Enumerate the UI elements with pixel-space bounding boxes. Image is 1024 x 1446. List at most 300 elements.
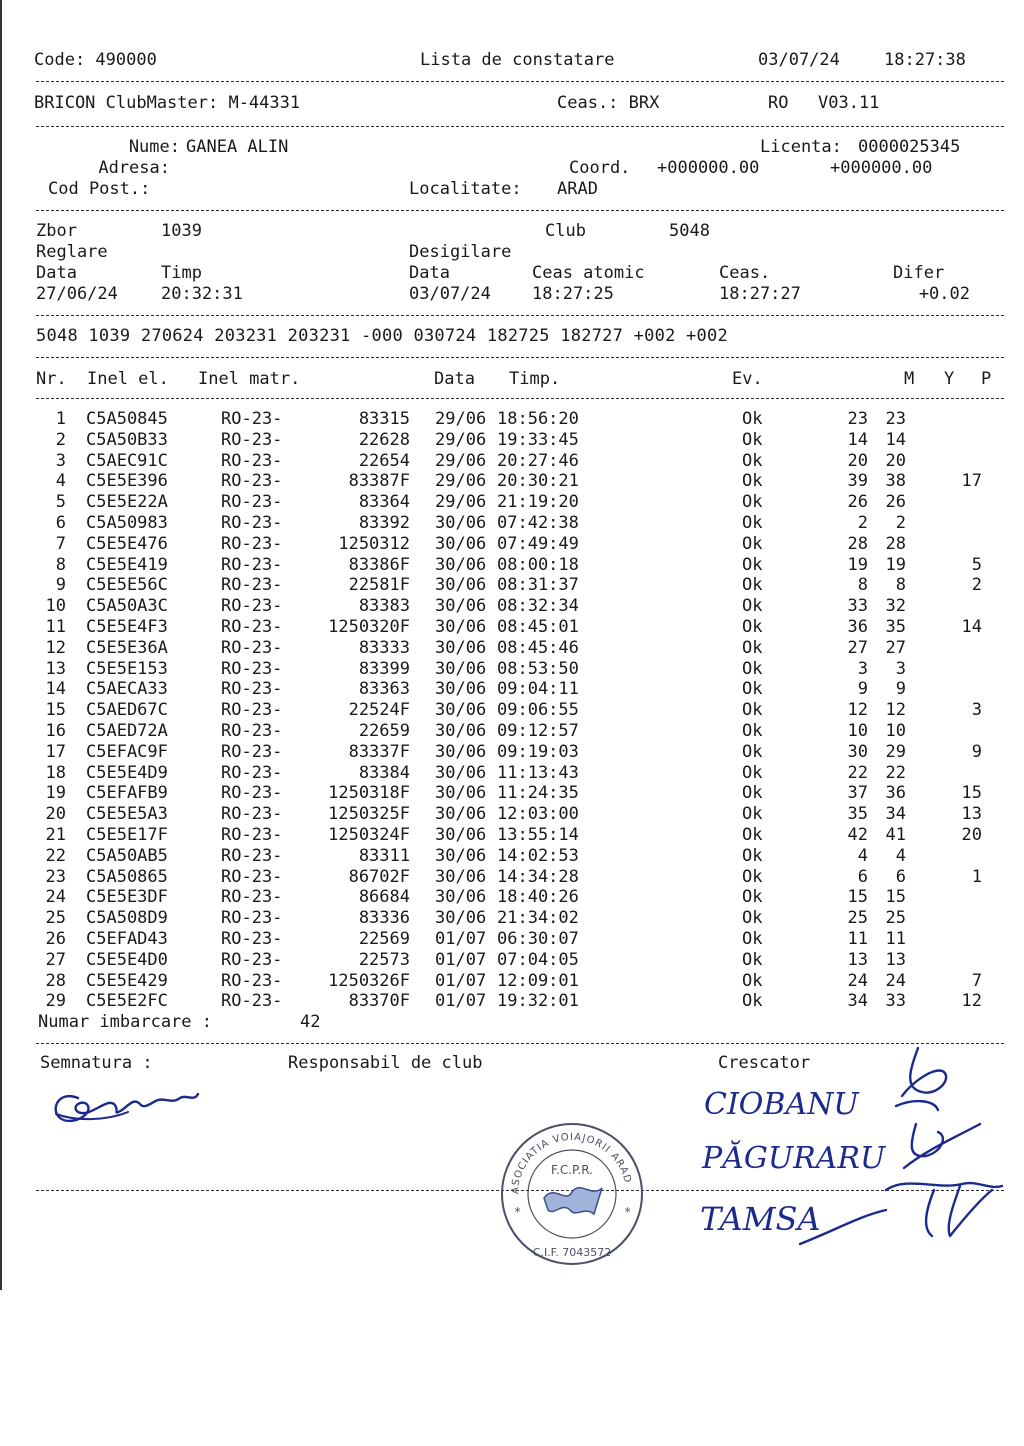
- electronic-ring: C5A50A3C: [86, 596, 168, 617]
- m-value: 34: [847, 991, 868, 1012]
- owner-signature: [48, 1076, 208, 1136]
- m-value: 11: [847, 929, 868, 949]
- electronic-ring: C5E5E36A: [86, 637, 168, 658]
- y-value: 41: [885, 825, 906, 845]
- table-row: [0, 596, 1024, 617]
- report-title: Lista de constatare: [420, 50, 615, 70]
- table-row: [0, 887, 1024, 908]
- ring-number: 83363: [358, 679, 410, 700]
- table-row: [0, 638, 1024, 659]
- electronic-ring: C5E5E429: [86, 970, 168, 991]
- m-value: 12: [847, 700, 868, 721]
- ring-prefix: RO-23-: [221, 596, 283, 617]
- electronic-ring: C5E5E22A: [86, 492, 168, 513]
- boarding-count: 42: [300, 1012, 321, 1032]
- setting-label: Reglare: [36, 242, 108, 262]
- row-number: 23: [45, 866, 66, 887]
- electronic-ring: C5E5E476: [86, 533, 168, 554]
- y-value: 38: [885, 471, 906, 492]
- arrival-time: 07:49:49: [497, 533, 579, 554]
- set-date: 27/06/24: [36, 284, 118, 304]
- ring-prefix: RO-23-: [221, 637, 283, 658]
- ring-prefix: RO-23-: [221, 783, 283, 804]
- table-row: [0, 679, 1024, 700]
- event-status: Ok: [742, 637, 763, 658]
- arrival-time: 21:19:20: [497, 492, 579, 513]
- ring-number: 83392: [358, 513, 410, 533]
- arrival-time: 19:32:01: [497, 991, 579, 1012]
- m-value: 42: [847, 825, 868, 845]
- event-status: Ok: [742, 825, 763, 845]
- ring-prefix: RO-23-: [221, 949, 283, 970]
- electronic-ring: C5E5E153: [86, 658, 168, 679]
- arrival-date: 30/06: [435, 513, 487, 533]
- table-row: [0, 846, 1024, 867]
- row-number: 14: [45, 679, 66, 700]
- address-label: Adresa:: [98, 158, 170, 178]
- ring-number: 83384: [358, 762, 410, 783]
- m-value: 23: [847, 409, 868, 429]
- arrival-time: 21:34:02: [497, 908, 579, 929]
- m-value: 9: [857, 679, 868, 700]
- p-value: 17: [961, 471, 982, 492]
- stamp-cif: C.I.F. 7043572: [532, 1246, 612, 1259]
- ring-number: 83399: [358, 658, 410, 679]
- table-row: [0, 492, 1024, 513]
- arrival-date: 30/06: [435, 825, 487, 845]
- event-status: Ok: [742, 721, 763, 741]
- electronic-ring: C5AEC91C: [86, 450, 168, 471]
- m-value: 36: [847, 617, 868, 637]
- row-number: 4: [55, 471, 66, 492]
- star-icon: *: [514, 1205, 522, 1219]
- arrival-time: 19:33:45: [497, 429, 579, 450]
- electronic-ring: C5E5E17F: [86, 825, 168, 845]
- difference-label: Difer: [893, 263, 945, 283]
- divider: [36, 126, 1004, 127]
- arrival-date: 29/06: [435, 429, 487, 450]
- col-p: P: [981, 369, 992, 389]
- arrival-date: 29/06: [435, 409, 487, 429]
- association-stamp: [496, 1118, 648, 1270]
- event-status: Ok: [742, 887, 763, 908]
- event-status: Ok: [742, 679, 763, 700]
- arrival-time: 07:04:05: [497, 949, 579, 970]
- table-row: [0, 617, 1024, 638]
- m-value: 13: [847, 949, 868, 970]
- row-number: 2: [55, 429, 66, 450]
- ring-prefix: RO-23-: [221, 721, 283, 741]
- m-value: 14: [847, 429, 868, 450]
- y-value: 27: [885, 637, 906, 658]
- y-value: 25: [885, 908, 906, 929]
- event-status: Ok: [742, 804, 763, 825]
- event-status: Ok: [742, 492, 763, 513]
- electronic-ring: C5A50865: [86, 866, 168, 887]
- arrival-date: 30/06: [435, 783, 487, 804]
- arrival-date: 30/06: [435, 554, 487, 575]
- arrival-date: 30/06: [435, 637, 487, 658]
- col-nr: Nr.: [36, 369, 67, 389]
- table-row: [0, 783, 1024, 804]
- report-time: 18:27:38: [884, 50, 966, 70]
- m-value: 15: [847, 887, 868, 908]
- p-value: 15: [961, 783, 982, 804]
- col-time: Timp.: [509, 369, 561, 389]
- arrival-date: 29/06: [435, 450, 487, 471]
- ring-prefix: RO-23-: [221, 762, 283, 783]
- y-value: 12: [885, 700, 906, 721]
- electronic-ring: C5A508D9: [86, 908, 168, 929]
- event-status: Ok: [742, 513, 763, 533]
- electronic-ring: C5E5E4D0: [86, 949, 168, 970]
- y-value: 22: [885, 762, 906, 783]
- ring-prefix: RO-23-: [221, 409, 283, 429]
- m-value: 37: [847, 783, 868, 804]
- system-id: BRICON ClubMaster: M-44331: [34, 93, 301, 113]
- ring-prefix: RO-23-: [221, 970, 283, 991]
- table-row: [0, 659, 1024, 680]
- m-value: 25: [847, 908, 868, 929]
- arrival-date: 30/06: [435, 700, 487, 721]
- flight-code-line: 5048 1039 270624 203231 203231 -000 030724 182725 182727 +002 +002: [36, 326, 729, 346]
- club-number: 5048: [669, 221, 710, 241]
- flight-number: 1039: [161, 221, 202, 241]
- ring-prefix: RO-23-: [221, 575, 283, 596]
- y-value: 20: [885, 450, 906, 471]
- y-value: 26: [885, 492, 906, 513]
- event-status: Ok: [742, 783, 763, 804]
- m-value: 26: [847, 492, 868, 513]
- ring-number: 22581F: [348, 575, 410, 596]
- ring-prefix: RO-23-: [221, 450, 283, 471]
- row-number: 12: [45, 637, 66, 658]
- locality: ARAD: [557, 179, 598, 199]
- arrival-date: 30/06: [435, 908, 487, 929]
- event-status: Ok: [742, 991, 763, 1012]
- electronic-ring: C5A50983: [86, 513, 168, 533]
- table-row: [0, 804, 1024, 825]
- arrival-time: 09:04:11: [497, 679, 579, 700]
- atomic-time: 18:27:25: [532, 284, 614, 304]
- ring-number: 83311: [358, 845, 410, 866]
- event-status: Ok: [742, 575, 763, 596]
- ring-prefix: RO-23-: [221, 929, 283, 949]
- table-row: [0, 555, 1024, 576]
- handwritten-name-3: TAMSA: [700, 1200, 821, 1238]
- ring-prefix: RO-23-: [221, 991, 283, 1012]
- table-row: [0, 908, 1024, 929]
- y-value: 4: [895, 845, 906, 866]
- ring-prefix: RO-23-: [221, 679, 283, 700]
- row-number: 6: [55, 513, 66, 533]
- divider: [36, 357, 1004, 358]
- electronic-ring: C5E5E4D9: [86, 762, 168, 783]
- arrival-time: 13:55:14: [497, 825, 579, 845]
- row-number: 18: [45, 762, 66, 783]
- ring-number: 83383: [358, 596, 410, 617]
- electronic-ring: C5E5E2FC: [86, 991, 168, 1012]
- ring-number: 22654: [358, 450, 410, 471]
- arrival-time: 09:06:55: [497, 700, 579, 721]
- arrival-date: 30/06: [435, 887, 487, 908]
- event-status: Ok: [742, 908, 763, 929]
- y-value: 24: [885, 970, 906, 991]
- arrival-date: 30/06: [435, 533, 487, 554]
- y-value: 35: [885, 617, 906, 637]
- table-row: [0, 451, 1024, 472]
- arrival-time: 11:24:35: [497, 783, 579, 804]
- breeder-label: Crescator: [718, 1053, 811, 1073]
- arrival-date: 30/06: [435, 617, 487, 637]
- event-status: Ok: [742, 429, 763, 450]
- row-number: 1: [55, 409, 66, 429]
- set-time-label: Timp: [161, 263, 202, 283]
- name-label: Nume:: [128, 137, 180, 157]
- row-number: 29: [45, 991, 66, 1012]
- table-row: [0, 700, 1024, 721]
- electronic-ring: C5E5E419: [86, 554, 168, 575]
- electronic-ring: C5EFAC9F: [86, 741, 168, 762]
- ring-number: 22659: [358, 721, 410, 741]
- ring-prefix: RO-23-: [221, 700, 283, 721]
- clock-time: 18:27:27: [719, 284, 801, 304]
- arrival-date: 30/06: [435, 596, 487, 617]
- y-value: 28: [885, 533, 906, 554]
- divider: [36, 315, 1004, 316]
- row-number: 19: [45, 783, 66, 804]
- row-number: 25: [45, 908, 66, 929]
- row-number: 9: [55, 575, 66, 596]
- m-value: 30: [847, 741, 868, 762]
- y-value: 11: [885, 929, 906, 949]
- arrival-time: 06:30:07: [497, 929, 579, 949]
- stamp-org: F.C.P.R.: [551, 1163, 593, 1177]
- ring-prefix: RO-23-: [221, 554, 283, 575]
- owner-name: GANEA ALIN: [186, 137, 289, 157]
- col-ring: Inel matr.: [198, 369, 301, 389]
- arrival-date: 30/06: [435, 575, 487, 596]
- row-number: 13: [45, 658, 66, 679]
- event-status: Ok: [742, 450, 763, 471]
- p-value: 13: [961, 804, 982, 825]
- set-time: 20:32:31: [161, 284, 243, 304]
- m-value: 35: [847, 804, 868, 825]
- license-number: 0000025345: [858, 137, 961, 157]
- row-number: 21: [45, 825, 66, 845]
- arrival-time: 14:34:28: [497, 866, 579, 887]
- ring-number: 83337F: [348, 741, 410, 762]
- ring-number: 86684: [358, 887, 410, 908]
- ring-prefix: RO-23-: [221, 887, 283, 908]
- table-row: [0, 721, 1024, 742]
- ring-number: 22524F: [348, 700, 410, 721]
- p-value: 1: [971, 866, 982, 887]
- col-m: M: [904, 369, 915, 389]
- star-icon: *: [624, 1205, 632, 1219]
- row-number: 5: [55, 492, 66, 513]
- ring-prefix: RO-23-: [221, 825, 283, 845]
- y-value: 29: [885, 741, 906, 762]
- coord-x: +000000.00: [657, 158, 760, 178]
- row-number: 10: [45, 596, 66, 617]
- arrival-time: 14:02:53: [497, 845, 579, 866]
- ring-number: 1250324F: [328, 825, 410, 845]
- unseal-label: Desigilare: [409, 242, 512, 262]
- table-row: [0, 409, 1024, 430]
- ring-prefix: RO-23-: [221, 804, 283, 825]
- col-event: Ev.: [732, 369, 763, 389]
- divider: [36, 398, 1004, 399]
- event-status: Ok: [742, 929, 763, 949]
- postal-label: Cod Post.:: [48, 179, 151, 199]
- flight-label: Zbor: [36, 221, 77, 241]
- row-number: 24: [45, 887, 66, 908]
- m-value: 2: [857, 513, 868, 533]
- row-number: 20: [45, 804, 66, 825]
- event-status: Ok: [742, 471, 763, 492]
- m-value: 39: [847, 471, 868, 492]
- row-number: 28: [45, 970, 66, 991]
- arrival-date: 01/07: [435, 991, 487, 1012]
- boarding-label: Numar imbarcare :: [38, 1012, 212, 1032]
- arrival-date: 30/06: [435, 721, 487, 741]
- p-value: 9: [971, 741, 982, 762]
- unseal-date: 03/07/24: [409, 284, 491, 304]
- row-number: 16: [45, 721, 66, 741]
- electronic-ring: C5E5E5A3: [86, 804, 168, 825]
- row-number: 17: [45, 741, 66, 762]
- m-value: 28: [847, 533, 868, 554]
- electronic-ring: C5A50AB5: [86, 845, 168, 866]
- club-label: Club: [545, 221, 586, 241]
- ring-number: 83336: [358, 908, 410, 929]
- locality-label: Localitate:: [409, 179, 522, 199]
- y-value: 32: [885, 596, 906, 617]
- arrival-time: 08:31:37: [497, 575, 579, 596]
- y-value: 14: [885, 429, 906, 450]
- event-status: Ok: [742, 866, 763, 887]
- arrival-time: 18:40:26: [497, 887, 579, 908]
- row-number: 26: [45, 929, 66, 949]
- col-date: Data: [434, 369, 475, 389]
- p-value: 20: [961, 825, 982, 845]
- divider: [36, 81, 1004, 82]
- ring-number: 86702F: [348, 866, 410, 887]
- p-value: 5: [971, 554, 982, 575]
- ring-prefix: RO-23-: [221, 617, 283, 637]
- col-y: Y: [944, 369, 955, 389]
- divider: [36, 210, 1004, 211]
- ring-number: 83386F: [348, 554, 410, 575]
- arrival-date: 30/06: [435, 762, 487, 783]
- arrival-date: 30/06: [435, 679, 487, 700]
- table-row: [0, 534, 1024, 555]
- table-row: [0, 575, 1024, 596]
- unseal-date-label: Data: [409, 263, 450, 283]
- event-status: Ok: [742, 700, 763, 721]
- y-value: 3: [895, 658, 906, 679]
- electronic-ring: C5A50845: [86, 409, 168, 429]
- ring-number: 83387F: [348, 471, 410, 492]
- arrival-time: 11:13:43: [497, 762, 579, 783]
- ring-number: 83370F: [348, 991, 410, 1012]
- m-value: 6: [857, 866, 868, 887]
- table-row: [0, 430, 1024, 451]
- arrival-time: 18:56:20: [497, 409, 579, 429]
- ring-prefix: RO-23-: [221, 658, 283, 679]
- table-row: [0, 950, 1024, 971]
- y-value: 8: [895, 575, 906, 596]
- ring-number: 1250320F: [328, 617, 410, 637]
- event-status: Ok: [742, 554, 763, 575]
- arrival-date: 30/06: [435, 741, 487, 762]
- arrival-time: 20:27:46: [497, 450, 579, 471]
- row-number: 7: [55, 533, 66, 554]
- table-row: [0, 867, 1024, 888]
- arrival-time: 07:42:38: [497, 513, 579, 533]
- electronic-ring: C5EFAD43: [86, 929, 168, 949]
- arrival-time: 08:45:01: [497, 617, 579, 637]
- table-row: [0, 971, 1024, 992]
- event-status: Ok: [742, 658, 763, 679]
- ring-prefix: RO-23-: [221, 741, 283, 762]
- arrival-date: 01/07: [435, 970, 487, 991]
- clock-id: Ceas.: BRX: [557, 93, 660, 113]
- report-code: Code: 490000: [34, 50, 157, 70]
- ring-prefix: RO-23-: [221, 492, 283, 513]
- arrival-time: 12:03:00: [497, 804, 579, 825]
- ring-number: 83333: [358, 637, 410, 658]
- arrival-time: 09:12:57: [497, 721, 579, 741]
- arrival-time: 08:53:50: [497, 658, 579, 679]
- arrival-time: 08:00:18: [497, 554, 579, 575]
- arrival-time: 12:09:01: [497, 970, 579, 991]
- m-value: 24: [847, 970, 868, 991]
- coord-y: +000000.00: [830, 158, 933, 178]
- m-value: 4: [857, 845, 868, 866]
- event-status: Ok: [742, 596, 763, 617]
- m-value: 22: [847, 762, 868, 783]
- row-number: 11: [45, 617, 66, 637]
- y-value: 34: [885, 804, 906, 825]
- m-value: 8: [857, 575, 868, 596]
- arrival-date: 30/06: [435, 845, 487, 866]
- row-number: 15: [45, 700, 66, 721]
- ring-number: 1250326F: [328, 970, 410, 991]
- y-value: 19: [885, 554, 906, 575]
- p-value: 3: [971, 700, 982, 721]
- table-row: [0, 929, 1024, 950]
- event-status: Ok: [742, 762, 763, 783]
- row-number: 3: [55, 450, 66, 471]
- arrival-date: 01/07: [435, 949, 487, 970]
- ring-prefix: RO-23-: [221, 513, 283, 533]
- y-value: 33: [885, 991, 906, 1012]
- atomic-clock-label: Ceas atomic: [532, 263, 645, 283]
- row-number: 27: [45, 949, 66, 970]
- p-value: 7: [971, 970, 982, 991]
- y-value: 6: [895, 866, 906, 887]
- m-value: 19: [847, 554, 868, 575]
- coord-label: Coord.: [569, 158, 631, 178]
- arrival-time: 08:32:34: [497, 596, 579, 617]
- event-status: Ok: [742, 949, 763, 970]
- license-label: Licenta:: [760, 137, 842, 157]
- p-value: 14: [961, 617, 982, 637]
- y-value: 2: [895, 513, 906, 533]
- y-value: 13: [885, 949, 906, 970]
